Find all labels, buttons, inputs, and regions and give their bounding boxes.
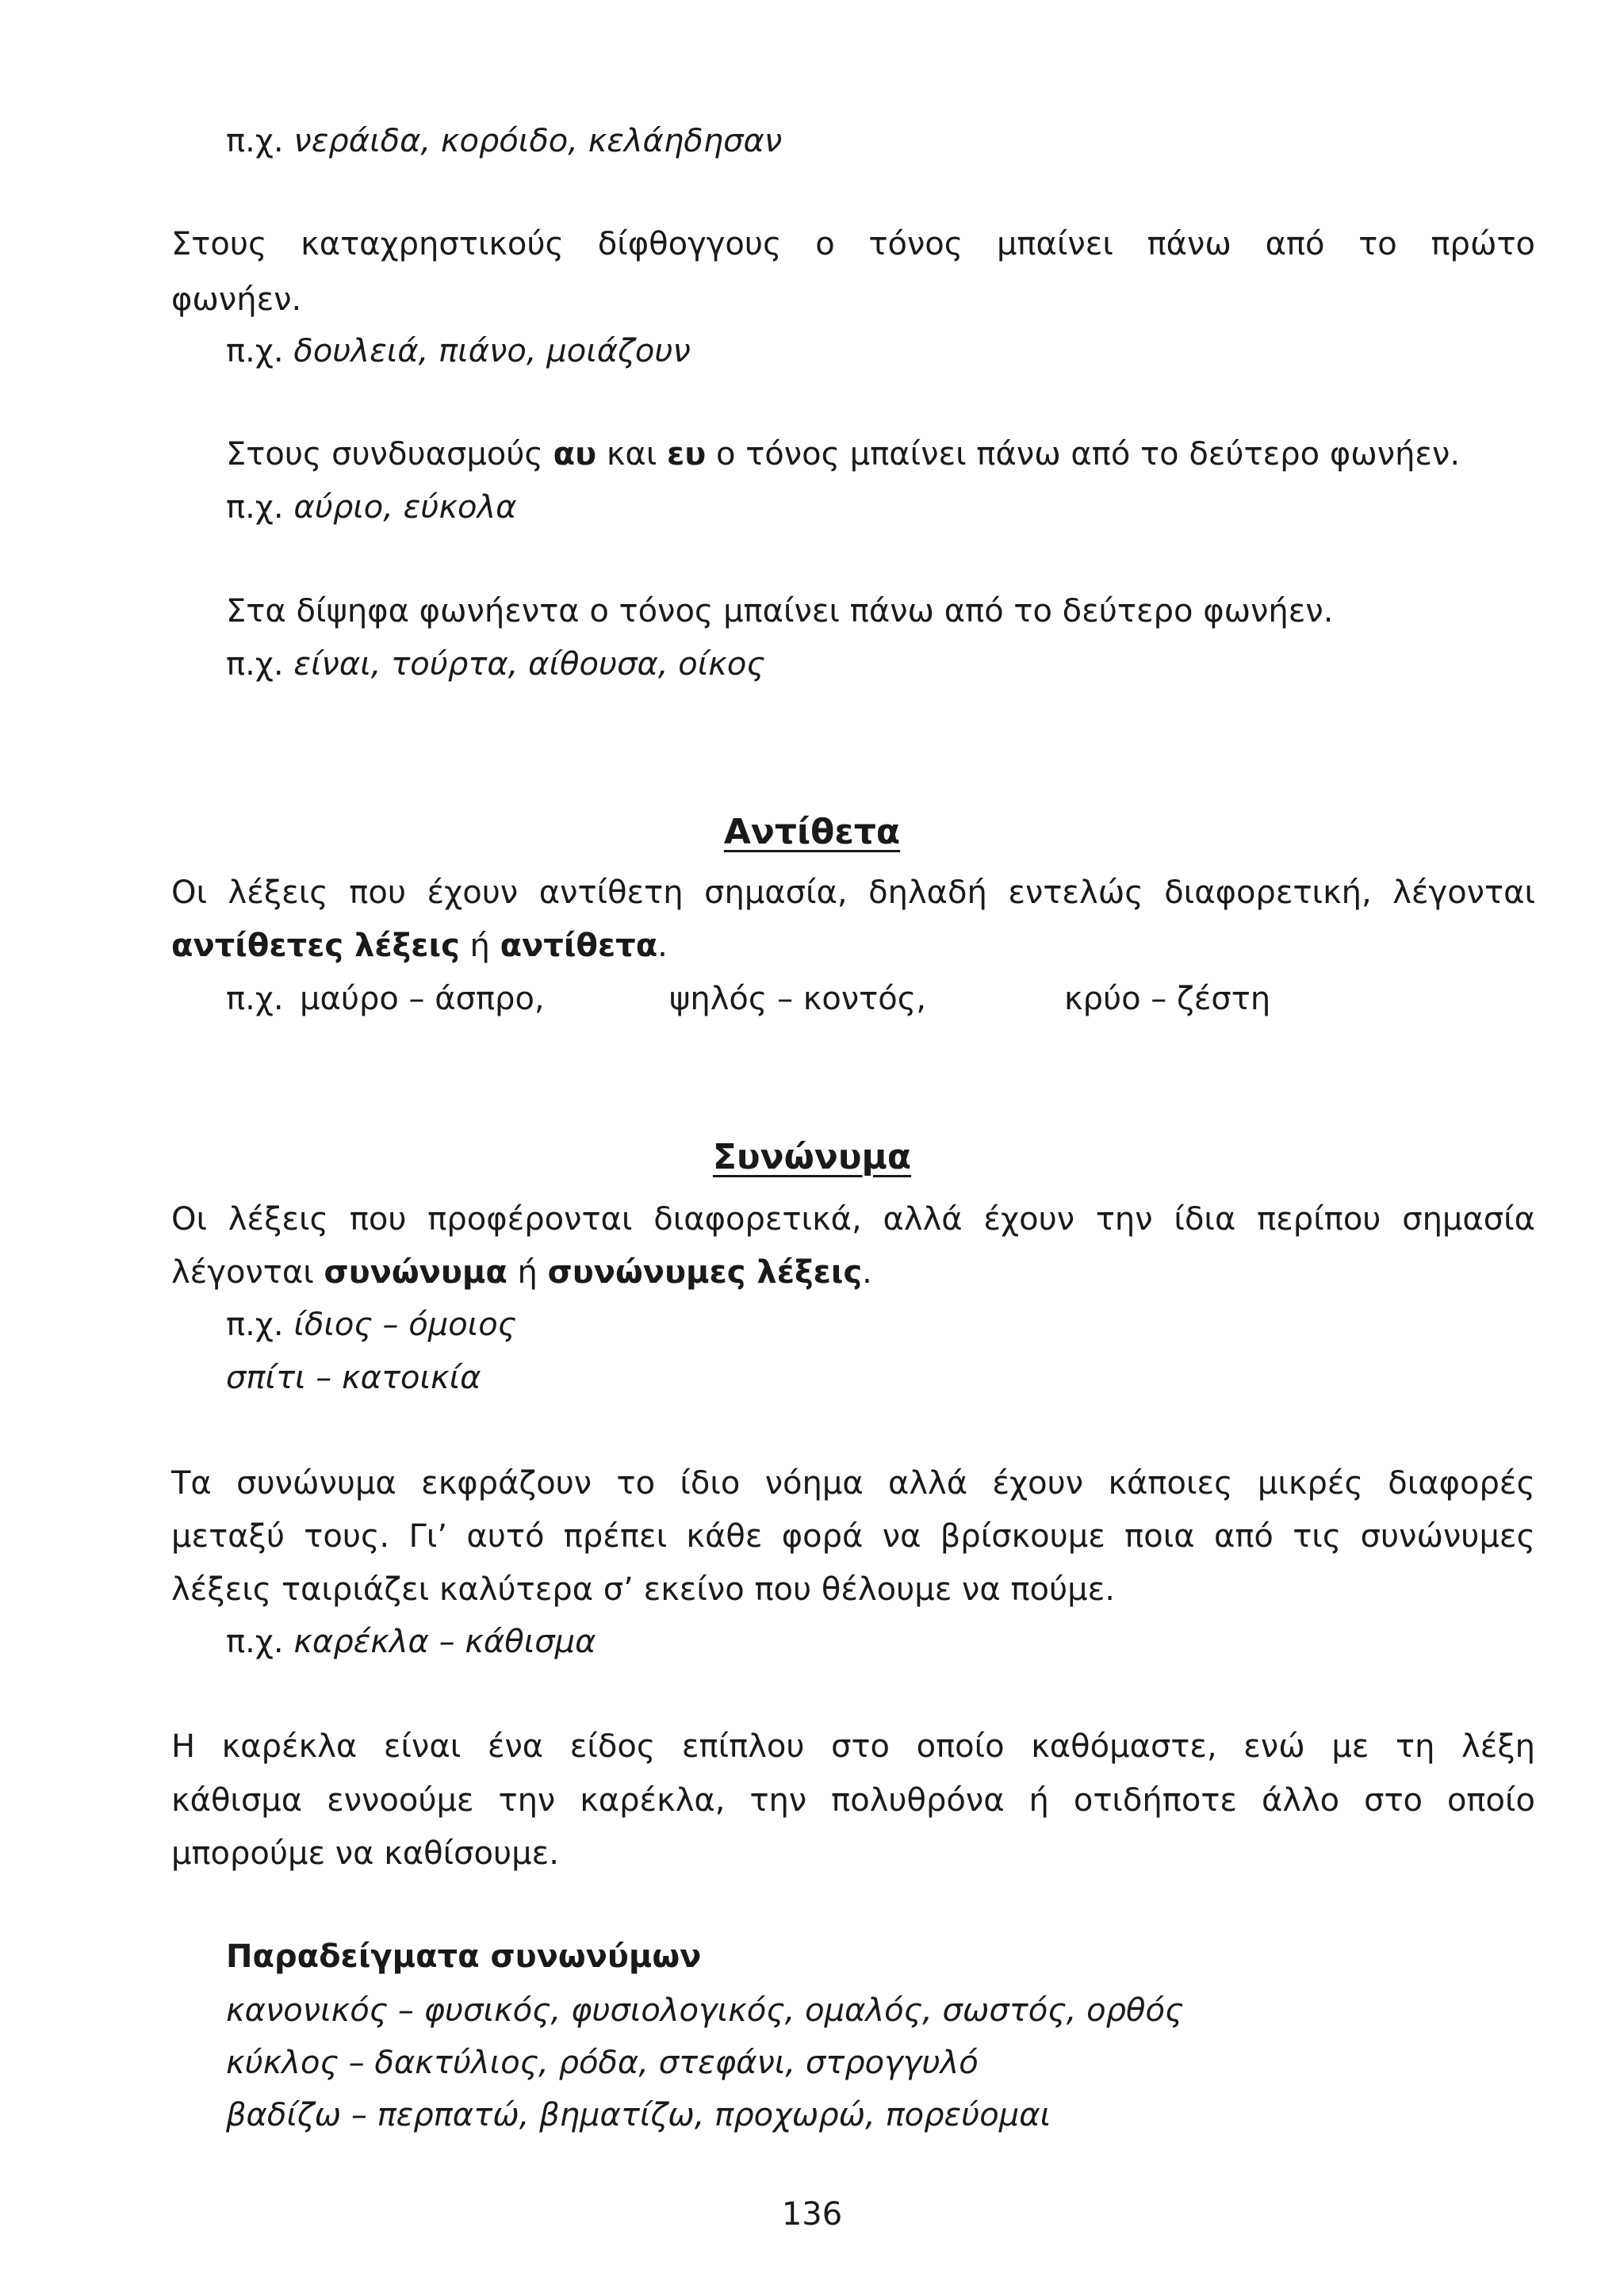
examples-subheading: Παραδείγματα συνωνύμων: [226, 1938, 702, 1975]
paragraph-line: Στους καταχρηστικούς δίφθογγους ο τόνος μπαίνει πάνω από το πρώτο: [171, 226, 1535, 262]
synonym-list-item: βαδίζω – περπατώ, βηματίζω, προχωρώ, πορεύομαι: [226, 2097, 1051, 2133]
text-run: .: [657, 928, 668, 964]
example-words: καρέκλα – κάθισμα: [293, 1624, 596, 1660]
example-words: είναι, τούρτα, αίθουσα, οίκος: [293, 646, 765, 683]
text-run: ή: [459, 928, 500, 964]
paragraph-line: μεταξύ τους. Γι’ αυτό πρέπει κάθε φορά να βρίσκουμε ποια από τις συνώνυμες: [171, 1518, 1535, 1555]
paragraph-line: φωνήεν.: [171, 281, 302, 318]
example-words: νεράιδα, κορόιδο, κελάηδησαν: [293, 123, 783, 159]
example-words: αύριο, εύκολα: [293, 489, 517, 526]
paragraph-line: Οι λέξεις που προφέρονται διαφορετικά, αλλά έχουν την ίδια περίπου σημασία: [171, 1201, 1535, 1238]
example-prefix: π.χ.: [226, 333, 284, 369]
text-run: και: [596, 436, 668, 473]
paragraph-line: Η καρέκλα είναι ένα είδος επίπλου στο οποίο καθόμαστε, ενώ με τη λέξη: [171, 1728, 1535, 1765]
paragraph-line: λέξεις ταιριάζει καλύτερα σ’ εκείνο που θέλουμε να πούμε.: [171, 1571, 1115, 1608]
synonym-list-item: κύκλος – δακτύλιος, ρόδα, στεφάνι, στρογγυλό: [226, 2045, 979, 2081]
example-prefix: π.χ.: [226, 489, 284, 526]
paragraph-line: Τα συνώνυμα εκφράζουν το ίδιο νόημα αλλά έχουν κάποιες μικρές διαφορές: [171, 1465, 1535, 1502]
paragraph-line: κάθισμα εννοούμε την καρέκλα, την πολυθρόνα ή οτιδήποτε άλλο στο οποίο: [171, 1782, 1535, 1819]
antonym-example: μαύρο – άσπρο,: [300, 981, 545, 1017]
section-heading-synonyms: Συνώνυμα: [712, 1137, 912, 1177]
example-line: [226, 1620, 596, 1664]
synonym-list-item: κανονικός – φυσικός, φυσιολογικός, ομαλός, σωστός, ορθός: [226, 1992, 1184, 2029]
paragraph-line: [171, 924, 668, 968]
antonym-example: ψηλός – κοντός,: [669, 981, 926, 1017]
bold-term: αντίθετες λέξεις: [171, 928, 460, 964]
section-heading-antonyms: Αντίθετα: [723, 812, 901, 852]
paragraph-line: Οι λέξεις που έχουν αντίθετη σημασία, δηλαδή εντελώς διαφορετική, λέγονται: [171, 874, 1535, 911]
paragraph-line: [226, 432, 1460, 476]
example-line: [226, 1303, 516, 1347]
example-prefix: π.χ.: [226, 123, 284, 159]
example-line: [226, 642, 765, 687]
text-run: Στους συνδυασμούς: [226, 436, 553, 473]
bold-term: αντίθετα: [500, 928, 658, 964]
example-prefix: π.χ.: [226, 981, 284, 1017]
bold-term: συνώνυμα: [324, 1254, 508, 1291]
text-run: λέγονται: [171, 1254, 324, 1291]
bold-term: αυ: [553, 436, 597, 473]
example-prefix: π.χ.: [226, 646, 284, 683]
paragraph-line: μπορούμε να καθίσουμε.: [171, 1835, 559, 1872]
example-line: [226, 119, 782, 163]
example-prefix: π.χ.: [226, 1624, 284, 1660]
example-prefix: π.χ.: [226, 1307, 284, 1343]
paragraph-line: [171, 1250, 872, 1295]
text-run: ο τόνος μπαίνει πάνω από το δεύτερο φωνήεν.: [706, 436, 1461, 473]
text-run: ή: [507, 1254, 548, 1291]
page-number: 136: [781, 2196, 843, 2233]
paragraph-line: Στα δίψηφα φωνήεντα ο τόνος μπαίνει πάνω από το δεύτερο φωνήεν.: [226, 593, 1334, 629]
example-line: [226, 485, 517, 530]
example-words: ίδιος – όμοιος: [293, 1307, 517, 1343]
antonym-example: κρύο – ζέστη: [1064, 981, 1271, 1017]
example-line: σπίτι – κατοικία: [226, 1360, 481, 1396]
bold-term: συνώνυμες λέξεις: [547, 1254, 863, 1291]
example-line: [226, 329, 691, 373]
text-run: .: [862, 1254, 872, 1291]
bold-term: ευ: [667, 436, 707, 473]
example-words: δουλειά, πιάνο, μοιάζουν: [293, 333, 691, 369]
